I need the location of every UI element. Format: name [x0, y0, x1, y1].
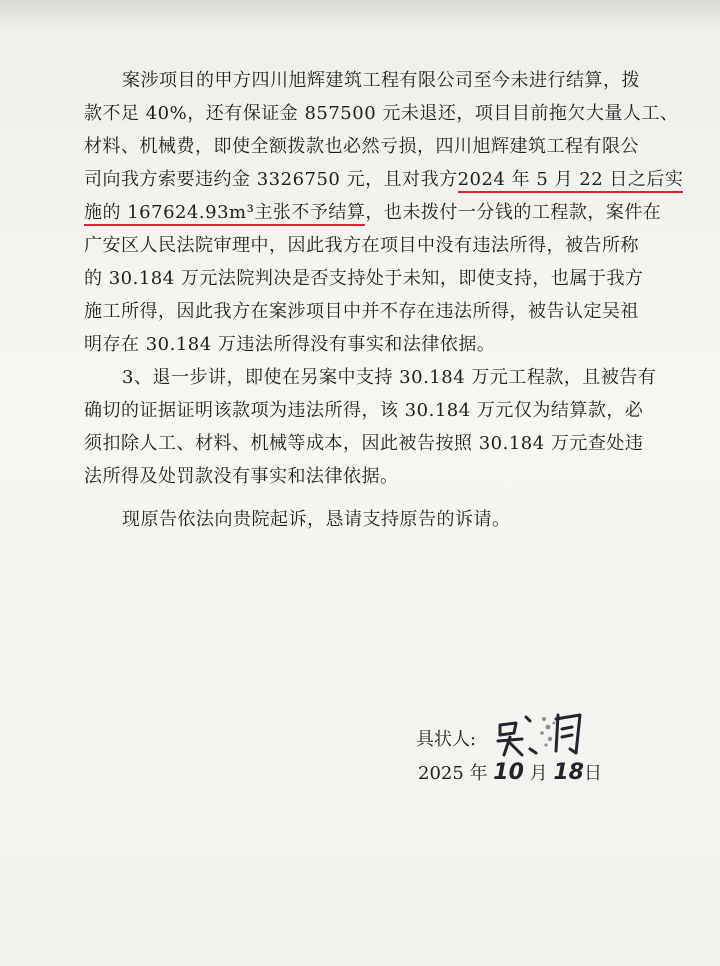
handwritten-signature — [496, 709, 606, 761]
date-day-unit: 日 — [583, 763, 602, 784]
text-line: 施工所得，因此我方在案涉项目中并不存在违法所得，被告认定吴祖 — [84, 301, 639, 322]
text-line — [84, 163, 684, 196]
text-line: 3、退一步讲，即使在另案中支持 30.184 万元工程款，且被告有 — [122, 367, 657, 388]
signer-row — [416, 715, 676, 755]
underlined-text: 施的 167624.93m³主张不予结算 — [84, 202, 365, 226]
date-month-handwritten: 10 — [493, 760, 524, 785]
date-day-handwritten: 18 — [553, 760, 584, 785]
underlined-text: 2024 年 5 月 22 日之后实 — [458, 169, 684, 193]
text-line: 案涉项目的甲方四川旭辉建筑工程有限公司至今未进行结算，拨 — [122, 70, 640, 91]
signature-block — [416, 715, 676, 785]
text-line: 材料、机械费，即使全额拨款也必然亏损，四川旭辉建筑工程有限公 — [84, 136, 639, 157]
scan-shadow — [0, 0, 720, 30]
text-segment: 且对我方 — [383, 169, 458, 190]
text-line: 法所得及处罚款没有事实和法律依据。 — [84, 466, 399, 487]
text-line: 确切的证据证明该款项为违法所得，该 30.184 万元仅为结算款，必 — [84, 400, 644, 421]
text-line: 的 30.184 万元法院判决是否支持处于未知，即使支持，也属于我方 — [84, 268, 644, 289]
text-line: 须扣除人工、材料、机械等成本，因此被告按照 30.184 万元查处违 — [84, 433, 644, 454]
text-line: 现原告依法向贵院起诉，恳请支持原告的诉请。 — [122, 509, 511, 530]
date-year: 2025 年 — [418, 763, 488, 784]
date-line — [418, 759, 602, 785]
document-body — [84, 64, 684, 536]
text-line — [84, 196, 684, 229]
text-segment: 司向我方索要违约金 3326750 元， — [84, 169, 384, 190]
text-line: 明存在 30.184 万违法所得没有事实和法律依据。 — [84, 334, 496, 355]
text-line: 广安区人民法院审理中，因此我方在项目中没有违法所得，被告所称 — [84, 235, 639, 256]
text-segment: ，也未拨付一分钱的工程款，案件在 — [365, 202, 662, 223]
text-line: 款不足 40%，还有保证金 857500 元未退还，项目目前拖欠大量人工、 — [84, 103, 679, 124]
signer-label: 具状人: — [416, 729, 477, 750]
date-month-unit: 月 — [523, 763, 554, 784]
